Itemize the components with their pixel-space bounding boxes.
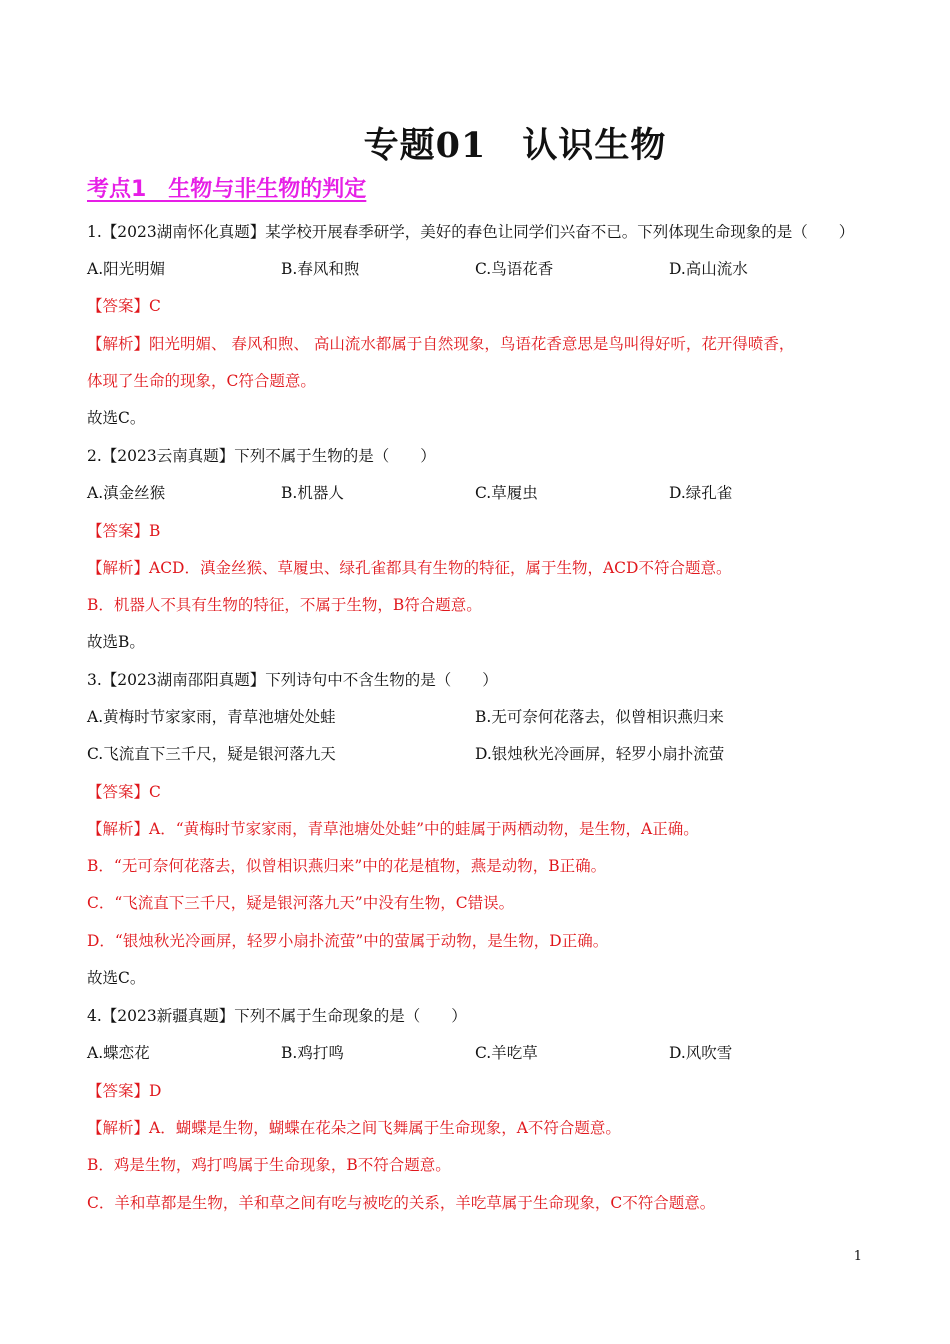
q3-option-d: D.银烛秋光冷画屏，轻罗小扇扑流萤 bbox=[475, 745, 725, 763]
question-4-stem: 4.【2023新疆真题】下列不属于生命现象的是（ ） bbox=[87, 1007, 467, 1025]
question-2-stem: 2.【2023云南真题】下列不属于生物的是（ ） bbox=[87, 447, 436, 465]
q4-option-b: B.鸡打鸣 bbox=[281, 1044, 344, 1062]
q4-option-c: C.羊吃草 bbox=[475, 1044, 538, 1062]
q4-option-a: A.蝶恋花 bbox=[87, 1044, 150, 1062]
q2-conclusion: 故选B。 bbox=[87, 633, 145, 651]
page-title: 专题01 认识生物 bbox=[363, 125, 667, 166]
q2-analysis-line: 【解析】ACD．滇金丝猴、草履虫、绿孔雀都具有生物的特征，属于生物，ACD不符合题意。 bbox=[87, 559, 732, 577]
q3-conclusion: 故选C。 bbox=[87, 969, 146, 987]
q3-option-c: C.飞流直下三千尺，疑是银河落九天 bbox=[87, 745, 336, 763]
q4-option-d: D.风吹雪 bbox=[669, 1044, 733, 1062]
q4-answer: 【答案】D bbox=[87, 1082, 162, 1100]
q1-answer: 【答案】C bbox=[87, 297, 161, 315]
q3-analysis-line: C．“飞流直下三千尺，疑是银河落九天”中没有生物，C错误。 bbox=[87, 894, 515, 912]
q2-option-c: C.草履虫 bbox=[475, 484, 538, 502]
question-1-stem: 1.【2023湖南怀化真题】某学校开展春季研学，美好的春色让同学们兴奋不已。下列体现生命现象的是（ ） bbox=[87, 223, 855, 241]
page-number: 1 bbox=[853, 1249, 862, 1264]
q3-answer: 【答案】C bbox=[87, 783, 161, 801]
q2-option-d: D.绿孔雀 bbox=[669, 484, 733, 502]
q2-option-a: A.滇金丝猴 bbox=[87, 484, 166, 502]
q1-conclusion: 故选C。 bbox=[87, 409, 146, 427]
q3-analysis-line: B．“无可奈何花落去，似曾相识燕归来”中的花是植物，燕是动物，B正确。 bbox=[87, 857, 607, 875]
q3-analysis-line: 【解析】A．“黄梅时节家家雨，青草池塘处处蛙”中的蛙属于两栖动物，是生物，A正确。 bbox=[87, 820, 699, 838]
q3-analysis-line: D．“银烛秋光冷画屏，轻罗小扇扑流萤”中的萤属于动物，是生物，D正确。 bbox=[87, 932, 609, 950]
q3-option-a: A.黄梅时节家家雨，青草池塘处处蛙 bbox=[87, 708, 336, 726]
q1-analysis-line: 【解析】阳光明媚、 春风和煦、 高山流水都属于自然现象，鸟语花香意思是鸟叫得好听，花开得喷香， bbox=[87, 335, 795, 353]
q1-option-d: D.高山流水 bbox=[669, 260, 748, 278]
q4-analysis-line: 【解析】A．蝴蝶是生物，蝴蝶在花朵之间飞舞属于生命现象，A不符合题意。 bbox=[87, 1119, 621, 1137]
q2-answer: 【答案】B bbox=[87, 522, 161, 540]
question-3-stem: 3.【2023湖南邵阳真题】下列诗句中不含生物的是（ ） bbox=[87, 671, 498, 689]
q3-option-b: B.无可奈何花落去，似曾相识燕归来 bbox=[475, 708, 724, 726]
q1-option-b: B.春风和煦 bbox=[281, 260, 360, 278]
q1-analysis-line: 体现了生命的现象，C符合题意。 bbox=[87, 372, 316, 390]
section-heading: 考点1 生物与非生物的判定 bbox=[87, 177, 367, 202]
q4-analysis-line: C．羊和草都是生物，羊和草之间有吃与被吃的关系，羊吃草属于生命现象，C不符合题意。 bbox=[87, 1194, 716, 1212]
q4-analysis-line: B．鸡是生物，鸡打鸣属于生命现象，B不符合题意。 bbox=[87, 1156, 451, 1174]
q2-option-b: B.机器人 bbox=[281, 484, 344, 502]
q2-analysis-line: B．机器人不具有生物的特征，不属于生物，B符合题意。 bbox=[87, 596, 482, 614]
q1-option-c: C.鸟语花香 bbox=[475, 260, 554, 278]
q1-option-a: A.阳光明媚 bbox=[87, 260, 166, 278]
